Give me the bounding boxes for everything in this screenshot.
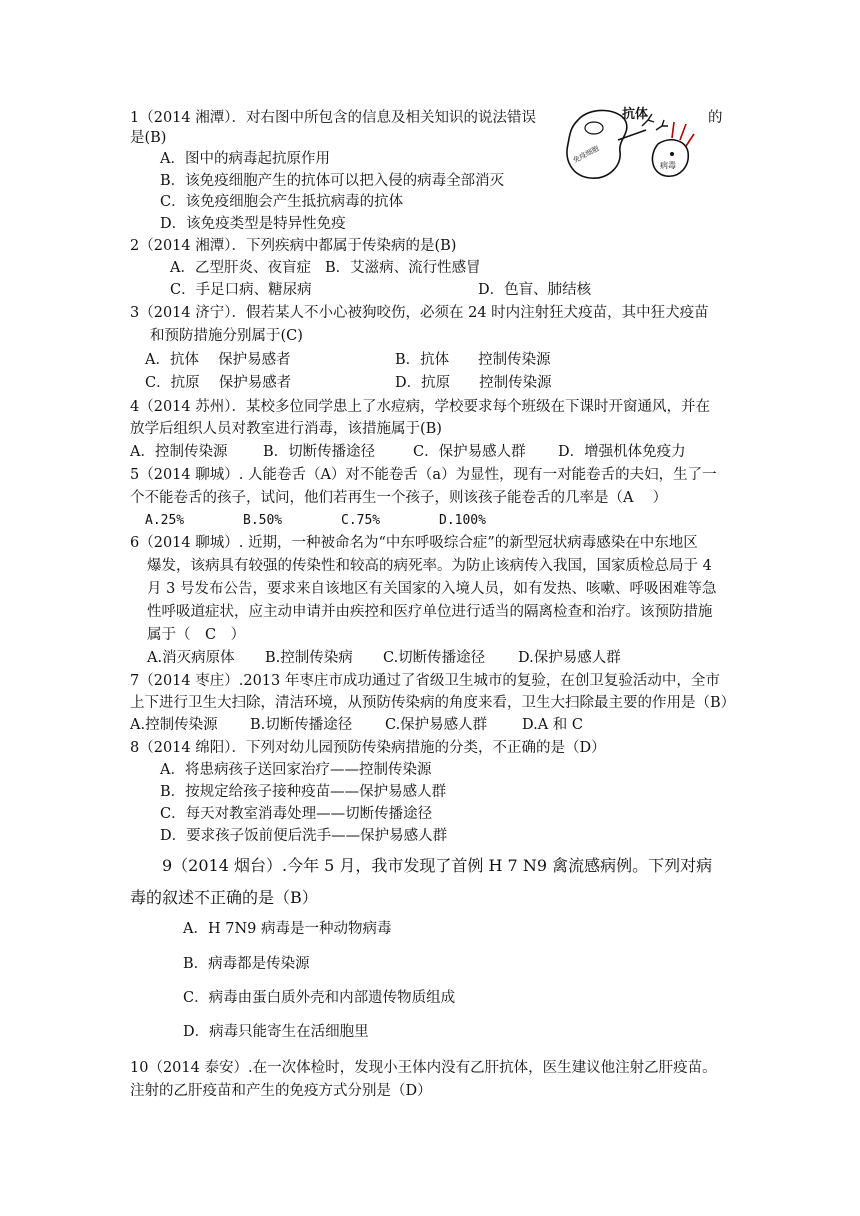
immune-cell-figure	[560, 100, 700, 190]
label-antibody: 抗体	[622, 107, 649, 122]
q4-stem-line1: 4（2014 苏州）．某校多位同学患上了水痘病，学校要求每个班级在下课时开窗通风，并在	[130, 399, 710, 415]
q4-option-b: B．切断传播途径	[263, 444, 376, 460]
virus-eye	[670, 152, 674, 156]
q6-line-3: 月 3 号发布公告，要求来自该地区有关国家的入境人员，如有发热、咳嗽、呼吸困难等急	[147, 581, 717, 597]
q5-option-d: D.100%	[439, 513, 486, 528]
q3-stem-line1: 3（2014 济宁）．假若某人不小心被狗咬伤，必须在 24 时内注射狂犬疫苗，其中狂犬疫苗	[130, 305, 709, 321]
q3-option-b: B．抗体 控制传染源	[395, 352, 551, 368]
q6-line-5: 属于（ C ）	[147, 627, 246, 643]
q8-option-a: A．将患病孩子送回家治疗——控制传染源	[160, 762, 432, 778]
q2-option-a: A．乙型肝炎、夜盲症	[170, 260, 311, 276]
q4-option-c: C．保护易感人群	[413, 444, 526, 460]
q6-option-b: B.控制传染病	[265, 650, 353, 666]
q6-option-d: D.保护易感人群	[518, 650, 621, 666]
label-immune-cell: 免疫细胞	[571, 144, 601, 165]
immune-cell-shape	[567, 110, 627, 178]
q6-option-a: A.消灭病原体	[147, 650, 235, 666]
q4-option-a: A．控制传染源	[130, 444, 228, 460]
q1-option-a: A．图中的病毒起抗原作用	[160, 151, 330, 167]
q1-stem-tail: 的	[708, 110, 723, 126]
q3-option-d: D．抗原 控制传染源	[395, 375, 552, 391]
q9-stem-line1: 9（2014 烟台）.今年 5 月，我市发现了首例 H 7 N9 禽流感病例。下列对病	[162, 856, 713, 875]
q7-option-a: A.控制传染源	[130, 717, 218, 733]
q7-option-d: D.A 和 C	[522, 717, 584, 733]
q5-option-b: B.50%	[243, 513, 283, 528]
q1-stem-line1: 1（2014 湘潭）．对右图中所包含的信息及相关知识的说法错误	[130, 110, 536, 126]
q2-option-b: B．艾滋病、流行性感冒	[325, 260, 481, 276]
q6-line-4: 性呼吸道症状，应主动申请并由疾控和医疗单位进行适当的隔离检查和治疗。该预防措施	[147, 604, 713, 620]
q4-stem-line2: 放学后组织人员对教室进行消毒，该措施属于(B)	[130, 421, 442, 437]
q7-option-b: B.切断传播途径	[250, 717, 353, 733]
q3-option-c: C．抗原 保护易感者	[145, 375, 292, 391]
q7-stem-line1: 7（2014 枣庄）.2013 年枣庄市成功通过了省级卫生城市的复验，在创卫复验活动中，全市	[130, 673, 720, 689]
q8-stem: 8（2014 绵阳）．下列对幼儿园预防传染病措施的分类，不正确的是（D）	[130, 740, 606, 756]
q7-stem-line2: 上下进行卫生大扫除，清洁环境，从预防传染病的角度来看，卫生大扫除最主要的作用是（B）	[130, 695, 736, 711]
q2-option-c: C．手足口病、糖尿病	[170, 282, 312, 298]
q5-stem-line1: 5（2014 聊城）. 人能卷舌（A）对不能卷舌（a）为显性，现有一对能卷舌的夫妇，生了一	[130, 467, 717, 483]
q10-stem-line2: 注射的乙肝疫苗和产生的免疫方式分别是（D）	[130, 1083, 432, 1099]
q6-line-1: 6（2014 聊城）. 近期，一种被命名为“中东呼吸综合症”的新型冠状病毒感染在中东地区	[130, 535, 698, 551]
q6-option-c: C.切断传播途径	[383, 650, 486, 666]
q9-option-b: B．病毒都是传染源	[183, 956, 310, 972]
q5-option-c: C.75%	[341, 513, 381, 528]
q9-option-d: D．病毒只能寄生在活细胞里	[183, 1024, 369, 1040]
q9-option-a: A．H 7N9 病毒是一种动物病毒	[183, 921, 392, 937]
q1-option-d: D．该免疫类型是特异性免疫	[160, 216, 346, 232]
q4-option-d: D．增强机体免疫力	[558, 444, 686, 460]
label-virus: 病毒	[660, 161, 676, 170]
q1-option-c: C．该免疫细胞会产生抵抗病毒的抗体	[160, 194, 404, 210]
q7-option-c: C.保护易感人群	[385, 717, 488, 733]
q8-option-d: D．要求孩子饭前便后洗手——保护易感人群	[160, 828, 448, 844]
q8-option-c: C．每天对教室消毒处理——切断传播途径	[160, 806, 433, 822]
q10-stem-line1: 10（2014 泰安）.在一次体检时，发现小王体内没有乙肝抗体，医生建议他注射乙肝疫苗。	[130, 1060, 717, 1076]
q6-line-2: 爆发，该病具有较强的传染性和较高的病死率。为防止该病传入我国，国家质检总局于 4	[147, 558, 712, 574]
q1-stem-line2: 是(B)	[130, 130, 167, 146]
q3-option-a: A．抗体 保护易感者	[145, 352, 291, 368]
q2-option-d: D．色盲、肺结核	[478, 282, 592, 298]
q8-option-b: B．按规定给孩子接种疫苗——保护易感人群	[160, 784, 447, 800]
q2-stem: 2（2014 湘潭）．下列疾病中都属于传染病的是(B)	[130, 238, 457, 254]
q5-option-a: A.25%	[145, 513, 185, 528]
q9-stem-line2: 毒的叙述不正确的是（B）	[130, 888, 318, 907]
virus-shape	[652, 140, 688, 176]
q1-option-b: B．该免疫细胞产生的抗体可以把入侵的病毒全部消灭	[160, 173, 505, 189]
q3-stem-line2: 和预防措施分别属于(C)	[150, 328, 303, 344]
q9-option-c: C．病毒由蛋白质外壳和内部遗传物质组成	[183, 990, 456, 1006]
q5-stem-line2: 个不能卷舌的孩子，试问，他们若再生一个孩子，则该孩子能卷舌的几率是（A ）	[130, 490, 668, 506]
